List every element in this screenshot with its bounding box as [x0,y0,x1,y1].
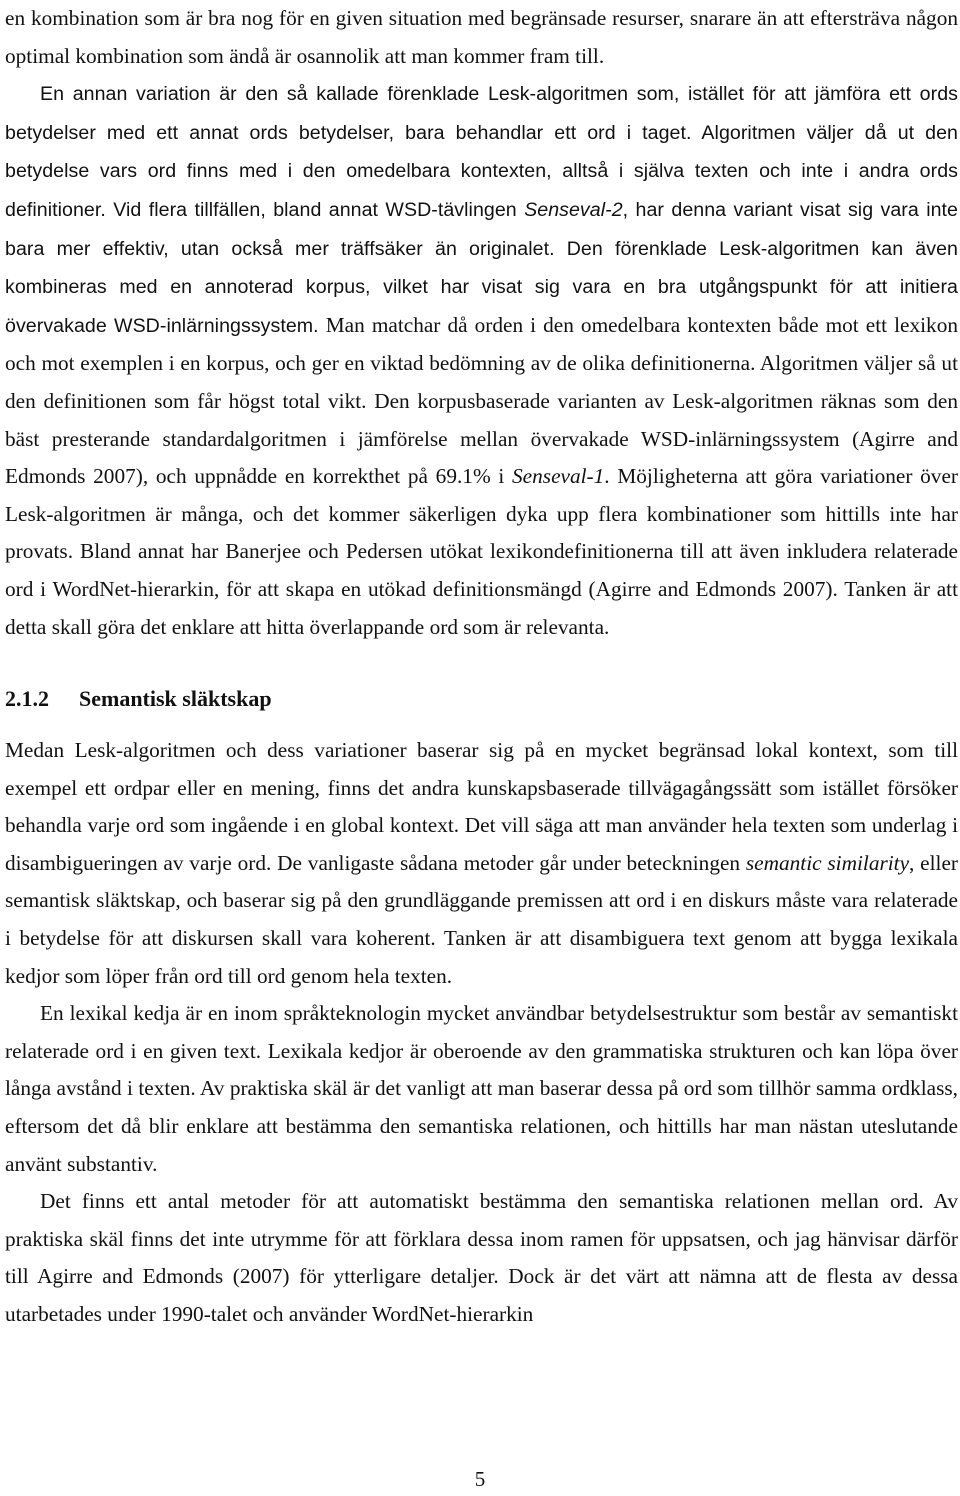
paragraph-text-sans [5,83,958,337]
paragraph-lexical-chain [5,995,958,1183]
section-number: 2.1.2 [5,686,49,712]
section-title: Semantisk släktskap [79,686,272,712]
document-page [5,0,958,1334]
page-number: 5 [474,1467,486,1491]
paragraph-continuation [5,0,958,75]
text-segment: . Möjligheterna att göra variationer över Lesk-algoritmen är många, och det kommer säkerligen dyka upp flera kombinationer som hittills inte har provats. Bland annat har Banerjee och Pedersen utökat lexikondefinitionerna till att även inkludera relaterade ord i WordNet-hierarkin, för att skapa en utökad definitionsmängd (Agirre and Edmonds 2007). Tanken är att detta skall göra det enklare att hitta överlappande ord som är relevanta. [5,464,958,639]
text-segment: En lexikal kedja är en inom språkteknologin mycket användbar betydelsestruktur som består av semantiskt relaterade ord i en given text. Lexikala kedjor är oberoende av den grammatiska strukturen och kan löpa över långa avstånd i texten. Av praktiska skäl är det vanligt att man baserar dessa på ord som tillhör samma ordklass, eftersom det då blir enklare att bestämma den semantiska relationen, och hittills har man nästan uteslutande använt substantiv. [5,1001,958,1176]
section-heading [5,683,958,715]
paragraph-methods [5,1183,958,1333]
paragraph-semantic-intro [5,732,958,995]
paragraph-text: en kombination som är bra nog för en given situation med begränsade resurser, snarare än att eftersträva någon optimal kombination som ändå är osannolik att man kommer fram till. [5,6,958,68]
text-segment: Det finns ett antal metoder för att automatiskt bestämma den semantiska relationen mellan ord. Av praktiska skäl finns det inte utrymme för att förklara dessa inom ramen för uppsatsen, och jag hänvisar därför till Agirre and Edmonds (2007) för ytterligare detaljer. Dock är det värt att nämna att de flesta av dessa utarbetades under 1990-talet och använder WordNet-hierarkin [5,1189,958,1326]
text-segment: Man matchar då orden i den omedelbara kontexten både mot ett lexikon och mot exemplen i en korpus, och ger en viktad bedömning av de olika definitionerna. Algoritmen väljer så ut den definitionen som får högst total vikt. Den korpusbaserade varianten av Lesk-algoritmen räknas som den bäst presterande standardalgoritmen i jämförelse mellan övervakade WSD-inlärningssystem (Agirre and Edmonds 2007), och uppnådde en korrekthet på 69.1% i [5,312,958,489]
emphasis-senseval-2: Senseval-2 [524,198,623,221]
emphasis-semantic-similarity: semantic similarity [745,850,910,875]
text-segment: , eller semantisk släktskap, och baserar sig på den grundläggande premissen att ord i en diskurs måste vara relaterade i betydelse för att diskursen skall vara koherent. Tanken är att disambiguera text genom att bygga lexikala kedjor som löper från ord till ord genom hela texten. [5,850,959,988]
text-segment: Medan Lesk-algoritmen och dess variationer baserar sig på en mycket begränsad lokal kontext, som till exempel ett ordpar eller en mening, finns det andra kunskapsbaserade tillvägagångssätt som istället försöker behandla varje ord som ingående i en global kontext. Det vill säga att man använder hela texten som underlag i disambigueringen av varje ord. De vanligaste sådana metoder går under beteckningen [5,738,958,875]
text-segment: , har denna variant visat sig vara inte bara mer effektiv, utan också mer träffsäker än originalet. Den förenklade Lesk-algoritmen kan även kombineras med en annoterad korpus, vilket har visat sig vara en bra utgångspunkt för att initiera övervakade WSD-inlärningssystem. [5,198,958,337]
text-segment: En annan variation är den så kallade förenklade Lesk-algoritmen som, istället för att jämföra ett ords betydelser med ett annat ords betydelser, bara behandlar ett ord i taget. Algoritmen väljer då ut den betydelse vars ord finns med i den omedelbara kontexten, alltså i själva texten och inte i andra ords definitioner. Vid flera tillfällen, bland annat WSD-tävlingen [5,83,958,221]
emphasis-senseval-1: Senseval-1 [512,464,605,489]
paragraph-lesk-variation [5,75,958,646]
